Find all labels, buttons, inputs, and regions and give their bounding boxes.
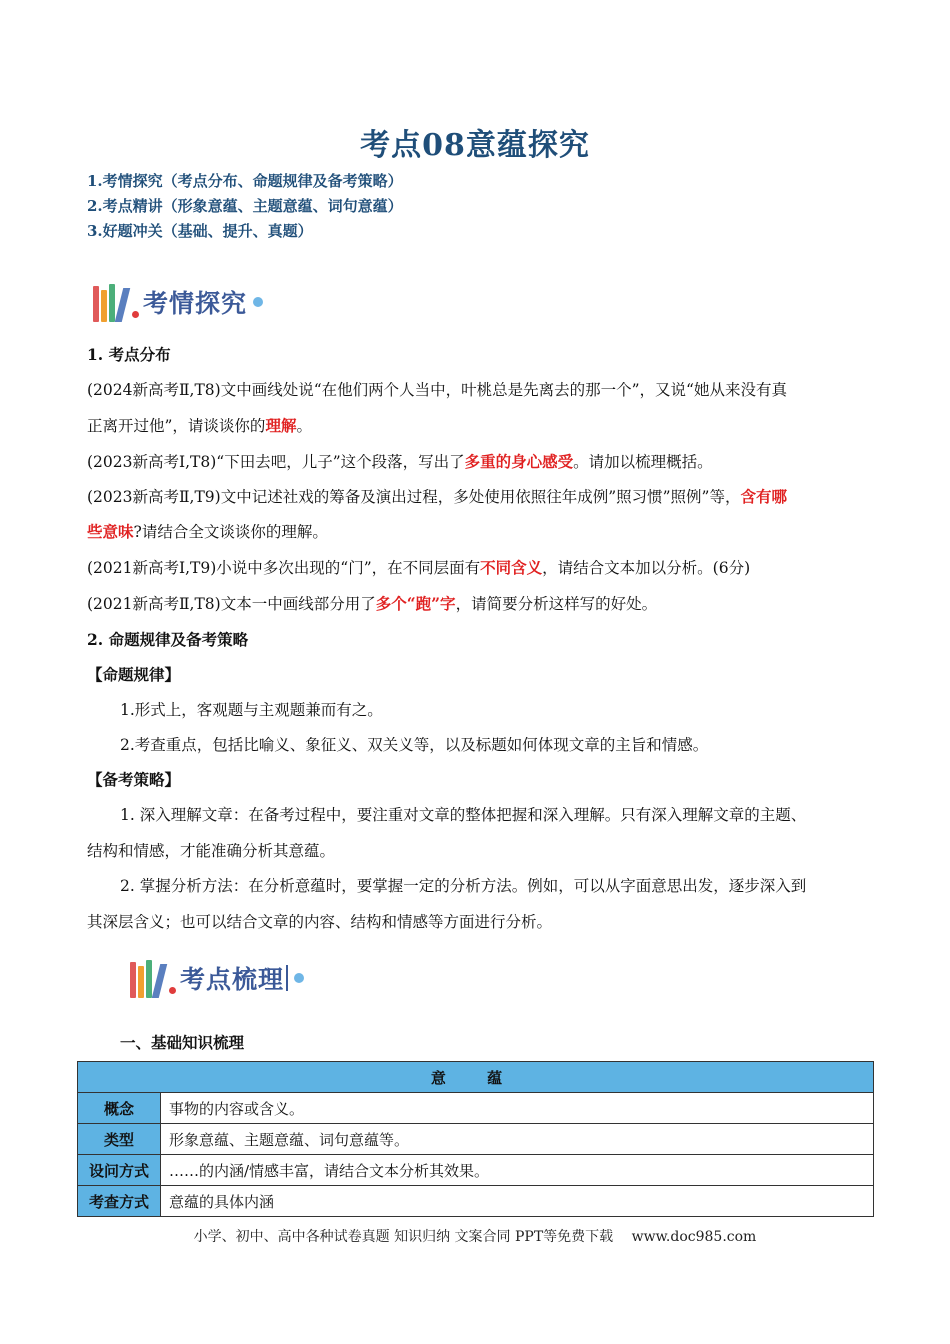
table-value: 事物的内容或含义。 — [161, 1093, 874, 1124]
banner-label: 考点梳理 — [180, 965, 285, 994]
question-item — [87, 485, 787, 507]
paragraph: 其深层含义；也可以结合文章的内容、结构和情感等方面进行分析。 — [87, 913, 553, 931]
question-text: ，请结合文本加以分析。(6分) — [542, 559, 751, 577]
question-text: ，请简要分析这样写的好处。 — [455, 595, 658, 613]
question-item — [87, 520, 328, 542]
highlight-text: 含有哪 — [740, 487, 787, 506]
section-banner-kaodian — [130, 958, 304, 998]
yiyun-table — [77, 1061, 874, 1217]
table-row — [78, 1093, 874, 1124]
table-key: 类型 — [78, 1124, 161, 1155]
dot-icon — [253, 297, 263, 307]
dot-icon — [169, 987, 176, 994]
highlight-text: 理解 — [265, 416, 297, 435]
section-banner-kaoqing — [93, 282, 263, 322]
paragraph: 2. 掌握分析方法：在分析意蕴时，要掌握一定的分析方法。例如，可以从字面意思出发，逐步深入到 — [120, 877, 807, 895]
question-text: (2021新高考I,T9)小说中多次出现的“门”，在不同层面有 — [87, 559, 481, 577]
section-heading: 一、基础知识梳理 — [120, 1033, 245, 1052]
books-icon — [93, 282, 126, 322]
banner-label: 考情探究 — [143, 289, 248, 318]
highlight-text: 些意味 — [87, 522, 134, 541]
subsection-heading: 【备考策略】 — [87, 770, 181, 789]
table-value: 意蕴的具体内涵 — [161, 1186, 874, 1217]
section-heading: 1. 考点分布 — [87, 345, 171, 364]
question-item — [87, 378, 787, 400]
paragraph: 1.形式上，客观题与主观题兼而有之。 — [120, 701, 383, 719]
question-item — [87, 556, 750, 578]
table-value: ……的内涵/情感丰富，请结合文本分析其效果。 — [161, 1155, 874, 1186]
paragraph: 2.考查重点，包括比喻义、象征义、双关义等，以及标题如何体现文章的主旨和情感。 — [120, 736, 709, 754]
dot-icon — [294, 973, 304, 983]
table-row — [78, 1155, 874, 1186]
question-text: 正离开过他”，请谈谈你的 — [87, 417, 266, 435]
question-text: (2024新高考Ⅱ,T8)文中画线处说“在他们两个人当中，叶桃总是先离去的那一个”，又说“她从来没有真 — [87, 381, 787, 399]
text-cursor-icon — [286, 965, 288, 991]
question-text: (2023新高考Ⅱ,T9)文中记述社戏的筹备及演出过程，多处使用依照往年成例”照习惯”照例”等， — [87, 488, 741, 506]
footer-text: 小学、初中、高中各种试卷真题 知识归纳 文案合同 PPT等免费下载 www.doc985.com — [193, 1229, 757, 1245]
table-key: 考查方式 — [78, 1186, 161, 1217]
highlight-text: 多个“跑”字 — [375, 594, 456, 613]
toc-item: 1.考情探究（考点分布、命题规律及备考策略） — [87, 172, 403, 190]
table-header-row — [78, 1062, 874, 1093]
table-key: 设问方式 — [78, 1155, 161, 1186]
question-text: (2023新高考I,T8)“下田去吧，儿子”这个段落，写出了 — [87, 453, 465, 471]
page-title: 考点08意蕴探究 — [360, 128, 590, 163]
toc-item: 2.考点精讲（形象意蕴、主题意蕴、词句意蕴） — [87, 197, 403, 215]
table-row — [78, 1186, 874, 1217]
question-text: ?请结合全文谈谈你的理解。 — [133, 523, 328, 541]
highlight-text: 不同含义 — [480, 558, 543, 577]
question-item — [87, 592, 657, 614]
section-heading: 2. 命题规律及备考策略 — [87, 630, 249, 649]
subsection-heading: 【命题规律】 — [87, 665, 181, 684]
paragraph: 结构和情感，才能准确分析其意蕴。 — [87, 842, 336, 860]
books-icon — [130, 958, 163, 998]
toc-item: 3.好题冲关（基础、提升、真题） — [87, 222, 313, 240]
table-key: 概念 — [78, 1093, 161, 1124]
paragraph: 1. 深入理解文章：在备考过程中，要注重对文章的整体把握和深入理解。只有深入理解文章的主题、 — [120, 806, 807, 824]
table-row — [78, 1124, 874, 1155]
question-text: 。请加以梳理概括。 — [573, 453, 713, 471]
table-of-contents — [87, 169, 403, 244]
table-value: 形象意蕴、主题意蕴、词句意蕴等。 — [161, 1124, 874, 1155]
question-text: 。 — [296, 417, 312, 435]
question-item — [87, 414, 312, 436]
question-text: (2021新高考Ⅱ,T8)文本一中画线部分用了 — [87, 595, 376, 613]
table-header: 意 蕴 — [78, 1062, 874, 1093]
highlight-text: 多重的身心感受 — [464, 452, 574, 471]
dot-icon — [132, 311, 139, 318]
question-item — [87, 450, 713, 472]
